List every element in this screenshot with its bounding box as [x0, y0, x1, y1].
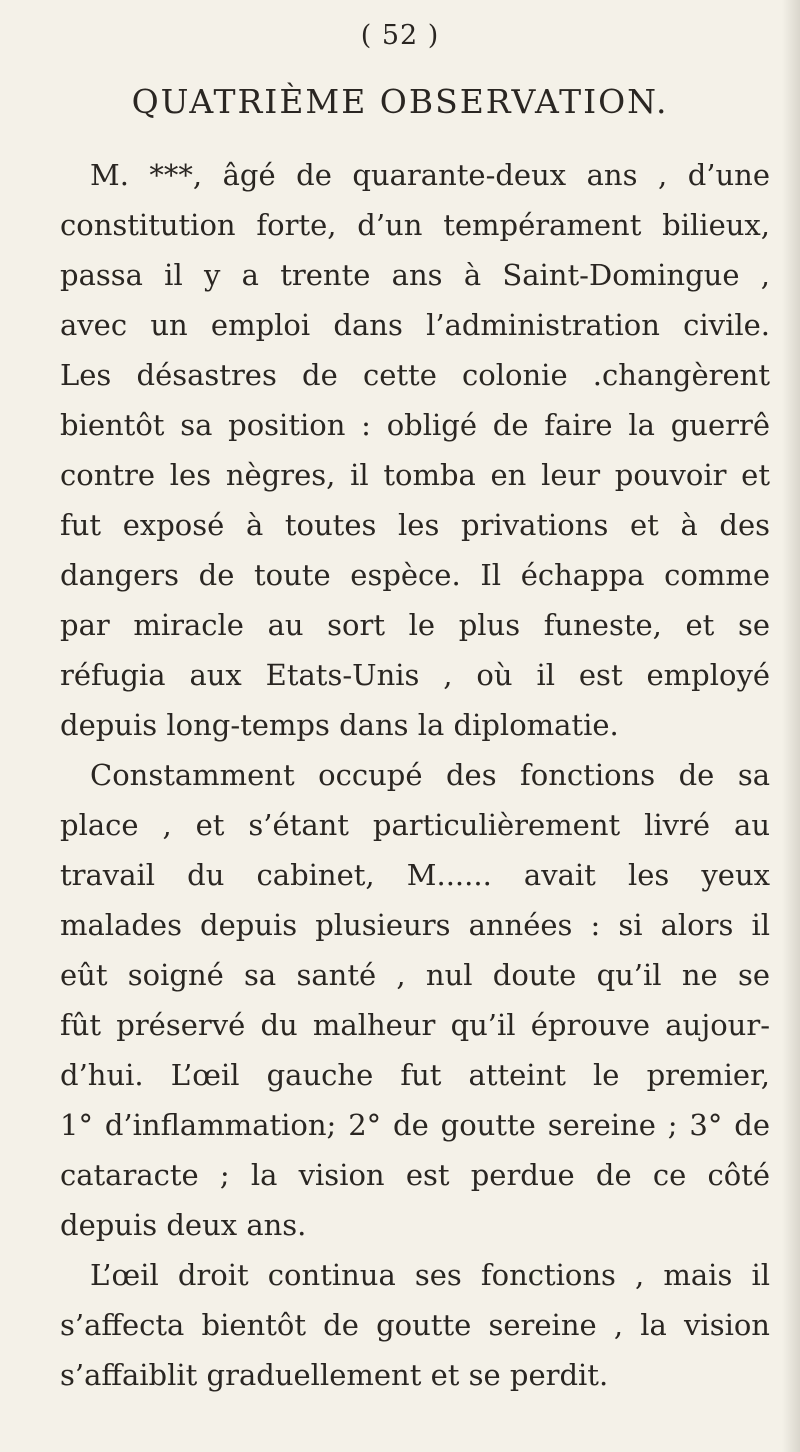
text-line: place , et s’étant particulièrement livré au — [60, 808, 770, 842]
text-line: avec un emploi dans l’administration civile. — [60, 308, 770, 342]
text-line: L’œil droit continua ses fonctions , mais il — [90, 1258, 770, 1292]
text-line: fut exposé à toutes les privations et à des — [60, 508, 770, 542]
text-line: dangers de toute espèce. Il échappa comme — [60, 558, 770, 592]
text-line: fût préservé du malheur qu’il éprouve aujour- — [60, 1008, 770, 1042]
text-line: constitution forte, d’un tempérament bilieux, — [60, 208, 770, 242]
text-line: d’hui. L’œil gauche fut atteint le premier, — [60, 1058, 770, 1092]
text-line: 1° d’inflammation; 2° de goutte sereine ; 3° de — [60, 1108, 770, 1142]
text-line: travail du cabinet, M...... avait les yeux — [60, 858, 770, 892]
text-line: bientôt sa position : obligé de faire la guerrê — [60, 408, 770, 442]
text-line: cataracte ; la vision est perdue de ce côté — [60, 1158, 770, 1192]
text-line: Constamment occupé des fonctions de sa — [90, 758, 770, 792]
text-line: depuis long-temps dans la diplomatie. — [60, 708, 619, 742]
text-line: réfugia aux Etats-Unis , où il est employé — [60, 658, 770, 692]
text-line: malades depuis plusieurs années : si alors il — [60, 908, 770, 942]
text-line: depuis deux ans. — [60, 1208, 307, 1242]
text-line: par miracle au sort le plus funeste, et se — [60, 608, 770, 642]
section-heading: QUATRIÈME OBSERVATION. — [131, 82, 669, 121]
text-line: Les désastres de cette colonie .changèrent — [60, 358, 770, 392]
text-line: contre les nègres, il tomba en leur pouvoir et — [60, 458, 770, 492]
text-line: M. ***, âgé de quarante-deux ans , d’une — [90, 158, 770, 192]
text-line: s’affaiblit graduellement et se perdit. — [60, 1358, 609, 1392]
page-edge-shadow — [782, 0, 800, 1452]
text-line: eût soigné sa santé , nul doute qu’il ne se — [60, 958, 770, 992]
text-line: s’affecta bientôt de goutte sereine , la vision — [60, 1308, 770, 1342]
body-text — [60, 150, 770, 1400]
page-number: ( 52 ) — [360, 20, 440, 51]
text-line: passa il y a trente ans à Saint-Domingue , — [60, 258, 770, 292]
